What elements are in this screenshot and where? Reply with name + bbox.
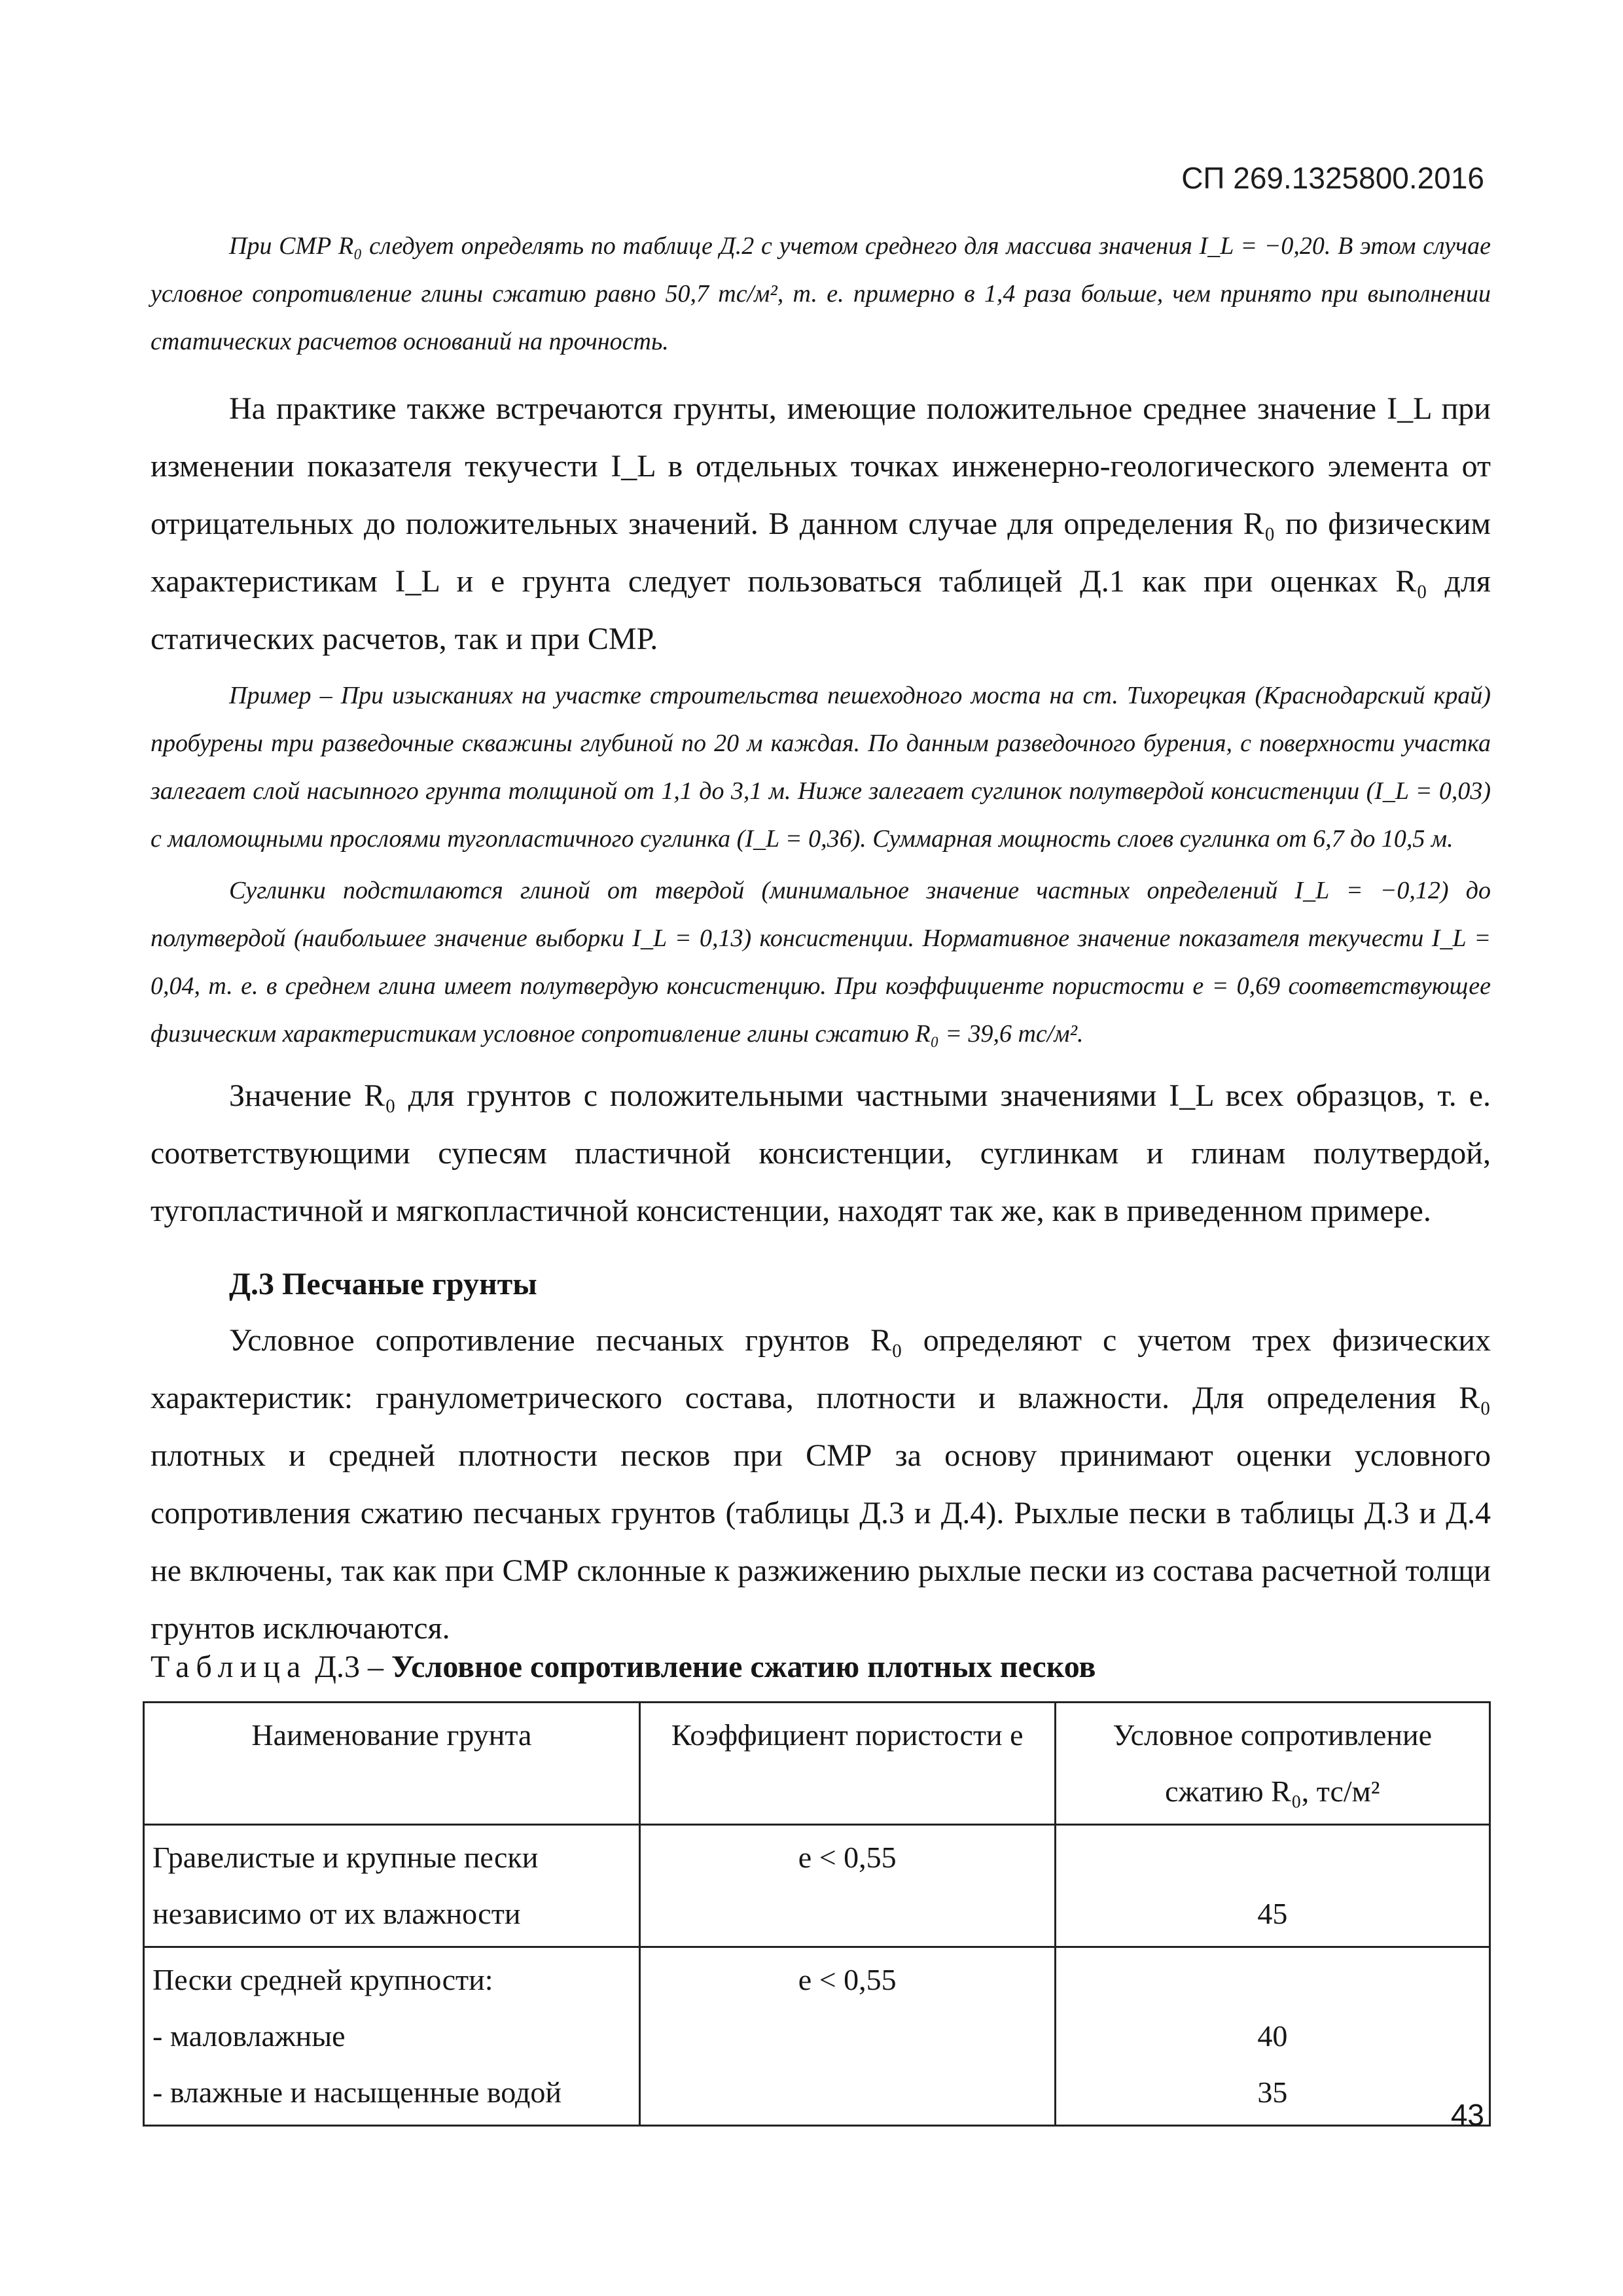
cell-value: 45	[1257, 1897, 1288, 1930]
cell-resistance	[1055, 1947, 1489, 2126]
table-row	[144, 1825, 1490, 1947]
cell-value: 40	[1257, 2019, 1288, 2053]
sand-resistance-table	[143, 1701, 1491, 2127]
cell-text: Гравелистые и крупные пески	[152, 1841, 539, 1874]
paragraph-5: Значение R₀ для грунтов с положительными частными значениями I_L всех образцов, т. е. соответствующими супесям пластичной консистенции, суглинкам и глинам полутвердой, тугопластичной и мягкопластичной консистенции, находят так же, как в приведенном примере.	[151, 1078, 1491, 1228]
cell-text: независимо от их влажности	[152, 1897, 521, 1930]
table-caption-label: Таблица	[151, 1650, 308, 1684]
cell-text: Пески средней крупности:	[152, 1963, 493, 1996]
cell-resistance	[1055, 1825, 1489, 1947]
header-porosity: Коэффициент пористости e	[639, 1703, 1055, 1825]
table-caption	[151, 1649, 1096, 1685]
table-row	[144, 1947, 1490, 2126]
header-resistance: Условное сопротивление сжатию R₀, тс/м²	[1055, 1703, 1489, 1825]
cell-soil-name	[144, 1947, 640, 2126]
table-header-row	[144, 1703, 1490, 1825]
paragraph-note-1: При СМР R₀ следует определять по таблице Д.2 с учетом среднего для массива значения I_L = −0,20. В этом случае условное сопротивление глины сжатию равно 50,7 тс/м², т. е. примерно в 1,4 раза больше, чем принято при выполнении статических расчетов оснований на прочность.	[151, 232, 1491, 355]
body-text-upper	[151, 222, 1491, 1240]
paragraph-2: На практике также встречаются грунты, имеющие положительное среднее значение I_L при изменении показателя текучести I_L в отдельных точках инженерно-геологического элемента от отрицательных до положительных значений. В данном случае для определения R₀ по физическим характеристикам I_L и e грунта следует пользоваться таблицей Д.1 как при оценках R₀ для статических расчетов, так и при СМР.	[151, 391, 1491, 656]
cell-porosity: e < 0,55	[639, 1947, 1055, 2126]
paragraph-example-cont: Суглинки подстилаются глиной от твердой (минимальное значение частных определений I_L = −0,12) до полутвердой (наибольшее значение выборки I_L = 0,13) консистенции. Нормативное значение показателя текучести I_L = 0,04, т. е. в среднем глина имеет полутвердую консистенцию. При коэффициенте пористости e = 0,69 соответствующее физическим характеристикам условное сопротивление глины сжатию R₀ = 39,6 тс/м².	[151, 877, 1491, 1048]
table-caption-number: Д.3 –	[307, 1650, 392, 1684]
page-number: 43	[1450, 2098, 1484, 2132]
cell-value: 35	[1257, 2075, 1288, 2109]
document-code: СП 269.1325800.2016	[1181, 161, 1484, 195]
section-heading: Д.3 Песчаные грунты	[229, 1267, 537, 1301]
body-text-lower	[151, 1312, 1491, 1657]
header-soil-name: Наименование грунта	[144, 1703, 640, 1825]
paragraph-example: Пример – При изысканиях на участке строительства пешеходного моста на ст. Тихорецкая (Краснодарский край) пробурены три разведочные скважины глубиной по 20 м каждая. По данным разведочного бурения, с поверхности участка залегает слой насыпного грунта толщиной от 1,1 до 3,1 м. Ниже залегает суглинок полутвердой консистенции (I_L = 0,03) с маломощными прослоями тугопластичного суглинка (I_L = 0,36). Суммарная мощность слоев суглинка от 6,7 до 10,5 м.	[151, 682, 1491, 853]
cell-porosity: e < 0,55	[639, 1825, 1055, 1947]
cell-text: - маловлажные	[152, 2019, 346, 2053]
paragraph-6: Условное сопротивление песчаных грунтов R₀ определяют с учетом трех физических характеристик: гранулометрического состава, плотности и влажности. Для определения R₀ плотных и средней плотности песков при СМР за основу принимают оценки условного сопротивления сжатию песчаных грунтов (таблицы Д.3 и Д.4). Рыхлые пески в таблицы Д.3 и Д.4 не включены, так как при СМР склонные к разжижению рыхлые пески из состава расчетной толщи грунтов исключаются.	[151, 1323, 1491, 1646]
table-caption-title: Условное сопротивление сжатию плотных песков	[391, 1650, 1096, 1684]
cell-soil-name	[144, 1825, 640, 1947]
cell-text: - влажные и насыщенные водой	[152, 2075, 562, 2109]
